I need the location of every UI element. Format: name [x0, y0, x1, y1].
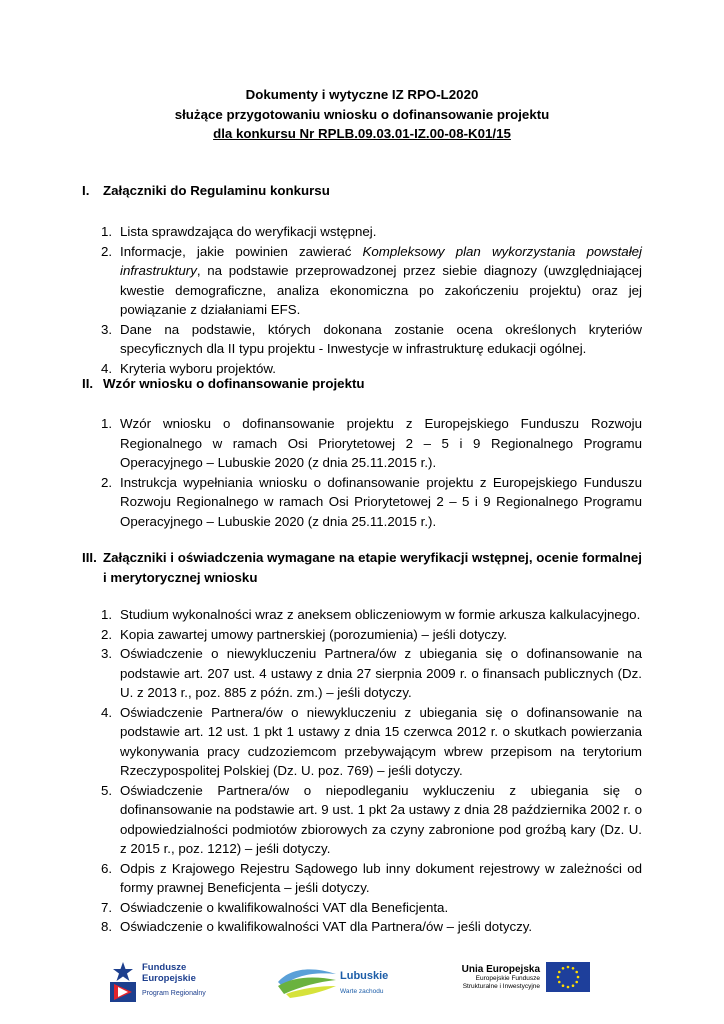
item-text: Oświadczenie Partnera/ów o niepodleganiu wykluczeniu z ubiegania się o dofinansowanie na podstawie art. 9 ust. 1 pkt 2a ustawy z dnia 28 października 2002 r. o odpowiedzialności podmiotów zbiorowych za czyny zabronione pod groźbą kary (Dz. U. z 2015 r., poz. 1212) – jeśli dotyczy. — [120, 782, 642, 856]
item-number: 1. — [101, 224, 113, 239]
document-header — [0, 85, 724, 144]
section-number: I. — [82, 183, 90, 198]
section-3-list — [101, 605, 642, 937]
list-item — [101, 242, 642, 320]
item-number: 8. — [101, 919, 113, 934]
item-text: Odpis z Krajowego Rejestru Sądowego lub inny dokument rejestrowy w zależności od formy prawnej Beneficjenta – jeśli dotyczy. — [120, 860, 642, 895]
item-number: 3. — [101, 321, 113, 337]
item-number: 6. — [101, 860, 113, 876]
item-number: 4. — [101, 704, 113, 720]
fe-line-2: Europejskie — [142, 973, 196, 984]
fundusze-europejskie-logo — [110, 956, 230, 1004]
list-item — [101, 414, 642, 473]
item-number: 4. — [101, 360, 113, 376]
section-number: II. — [82, 376, 94, 391]
lubuskie-logo — [276, 964, 389, 1000]
fe-line-3: Program Regionalny — [142, 990, 206, 997]
fe-line-1: Fundusze — [142, 962, 187, 973]
section-heading: Załączniki do Regulaminu konkursu — [103, 183, 330, 198]
item-number: 2. — [101, 474, 113, 490]
item-text: Lista sprawdzająca do weryfikacji wstępnej. — [120, 224, 377, 239]
item-number: 1. — [101, 607, 113, 622]
section-2-list — [101, 414, 642, 531]
item-text: Studium wykonalności wraz z aneksem obliczeniowym w formie arkusza kalkulacyjnego. — [120, 607, 641, 622]
list-item — [101, 644, 642, 703]
item-text-italic: Kompleksowy plan wykorzystania powstałej infrastruktury — [120, 243, 642, 278]
ue-title: Unia Europejska — [461, 964, 540, 975]
section-2-title — [82, 374, 642, 394]
header-line-3: dla konkursu Nr RPLB.09.03.01-IZ.00-08-K01/15 — [213, 126, 511, 141]
fundusze-star-icon — [110, 958, 136, 1002]
list-item — [101, 473, 642, 532]
ue-line-2: Strukturalne i Inwestycyjne — [462, 983, 540, 990]
footer-logos — [0, 950, 724, 1010]
list-item — [101, 625, 642, 645]
item-text: Oświadczenie o kwalifikowalności VAT dla Partnera/ów – jeśli dotyczy. — [120, 919, 533, 934]
list-item — [101, 781, 642, 859]
item-number: 7. — [101, 899, 113, 915]
item-text: Dane na podstawie, których dokonana zostanie ocena określonych kryteriów specyficznych dla II typu projektu - Inwestycje w infrastrukturę edukacji ogólnej. — [120, 321, 642, 356]
item-number: 5. — [101, 782, 113, 798]
section-number: III. — [82, 550, 97, 565]
item-number: 3. — [101, 646, 113, 661]
item-text: Kryteria wyboru projektów. — [120, 360, 276, 376]
list-item — [101, 917, 642, 937]
item-text: Instrukcja wypełniania wniosku o dofinansowanie projektu z Europejskiego Funduszu Rozwoju Regionalnego w ramach Osi Priorytetowej 2 – 5 i 9 Regionalnego Programu Operacyjnego – Lubuskie 2020 (z dnia 25.11.2015 r.). — [120, 474, 642, 529]
header-line-1: Dokumenty i wytyczne IZ RPO-L2020 — [245, 87, 479, 102]
item-text: Oświadczenie o niewykluczeniu Partnera/ów z ubiegania się o dofinansowanie na podstawie art. 207 ust. 4 ustawy z dnia 27 sierpnia 2009 r. o finansach publicznych (Dz. U. z 2013 r., poz. 885 z późn. zm.) – jeśli dotyczy. — [120, 646, 642, 700]
item-number: 2. — [101, 626, 113, 642]
lubuskie-tagline: Warte zachodu — [340, 988, 384, 995]
eu-flag-icon — [546, 962, 590, 992]
item-text: Oświadczenie Partnera/ów o niewykluczeniu z ubiegania się o dofinansowanie na podstawie art. 12 ust. 1 pkt 1 ustawy z dnia 15 czerwca 2012 r. o skutkach powierzania wykonywania pracy cudzoziemcom przebywającym wbrew przepisom na terytorium Rzeczypospolitej Polskiej (Dz. U. poz. 769) – jeśli dotyczy. — [120, 704, 642, 778]
list-item — [101, 222, 642, 242]
list-item — [101, 859, 642, 898]
item-text: Oświadczenie o kwalifikowalności VAT dla Beneficjenta. — [120, 899, 449, 915]
list-item — [101, 320, 642, 359]
header-line-2: służące przygotowaniu wniosku o dofinansowanie projektu — [174, 106, 550, 122]
list-item — [101, 898, 642, 918]
item-text: Kopia zawartej umowy partnerskiej (porozumienia) – jeśli dotyczy. — [120, 626, 507, 642]
item-text-post: , na podstawie przeprowadzonej przez siebie diagnozy (uwzględniającej kwestie demograficzne, analiza ekonomiczna po zakończeniu projektu) oraz jej powiązanie z działaniami EFS. — [120, 263, 642, 317]
item-number: 2. — [101, 243, 113, 259]
list-item — [101, 605, 642, 625]
ue-line-1: Europejskie Fundusze — [475, 975, 540, 982]
list-item — [101, 703, 642, 781]
item-number: 1. — [101, 416, 113, 431]
lubuskie-name: Lubuskie — [340, 970, 389, 982]
item-text-pre: Informacje, jakie powinien zawierać — [120, 243, 363, 259]
section-1-list — [101, 222, 642, 378]
section-heading: Wzór wniosku o dofinansowanie projektu — [103, 376, 365, 391]
item-text: Wzór wniosku o dofinansowanie projektu z Europejskiego Funduszu Rozwoju Regionalnego w ramach Osi Priorytetowej 2 – 5 i 9 Regionalnego Programu Operacyjnego – Lubuskie 2020 (z dnia 25.11.2015 r.). — [120, 416, 642, 470]
section-heading: Załączniki i oświadczenia wymagane na etapie weryfikacji wstępnej, ocenie formalnej i merytorycznej wniosku — [103, 550, 642, 585]
unia-europejska-logo — [430, 960, 590, 1004]
section-3-title — [82, 548, 642, 587]
lubuskie-wave-icon — [276, 964, 338, 998]
section-1-title — [82, 181, 642, 201]
